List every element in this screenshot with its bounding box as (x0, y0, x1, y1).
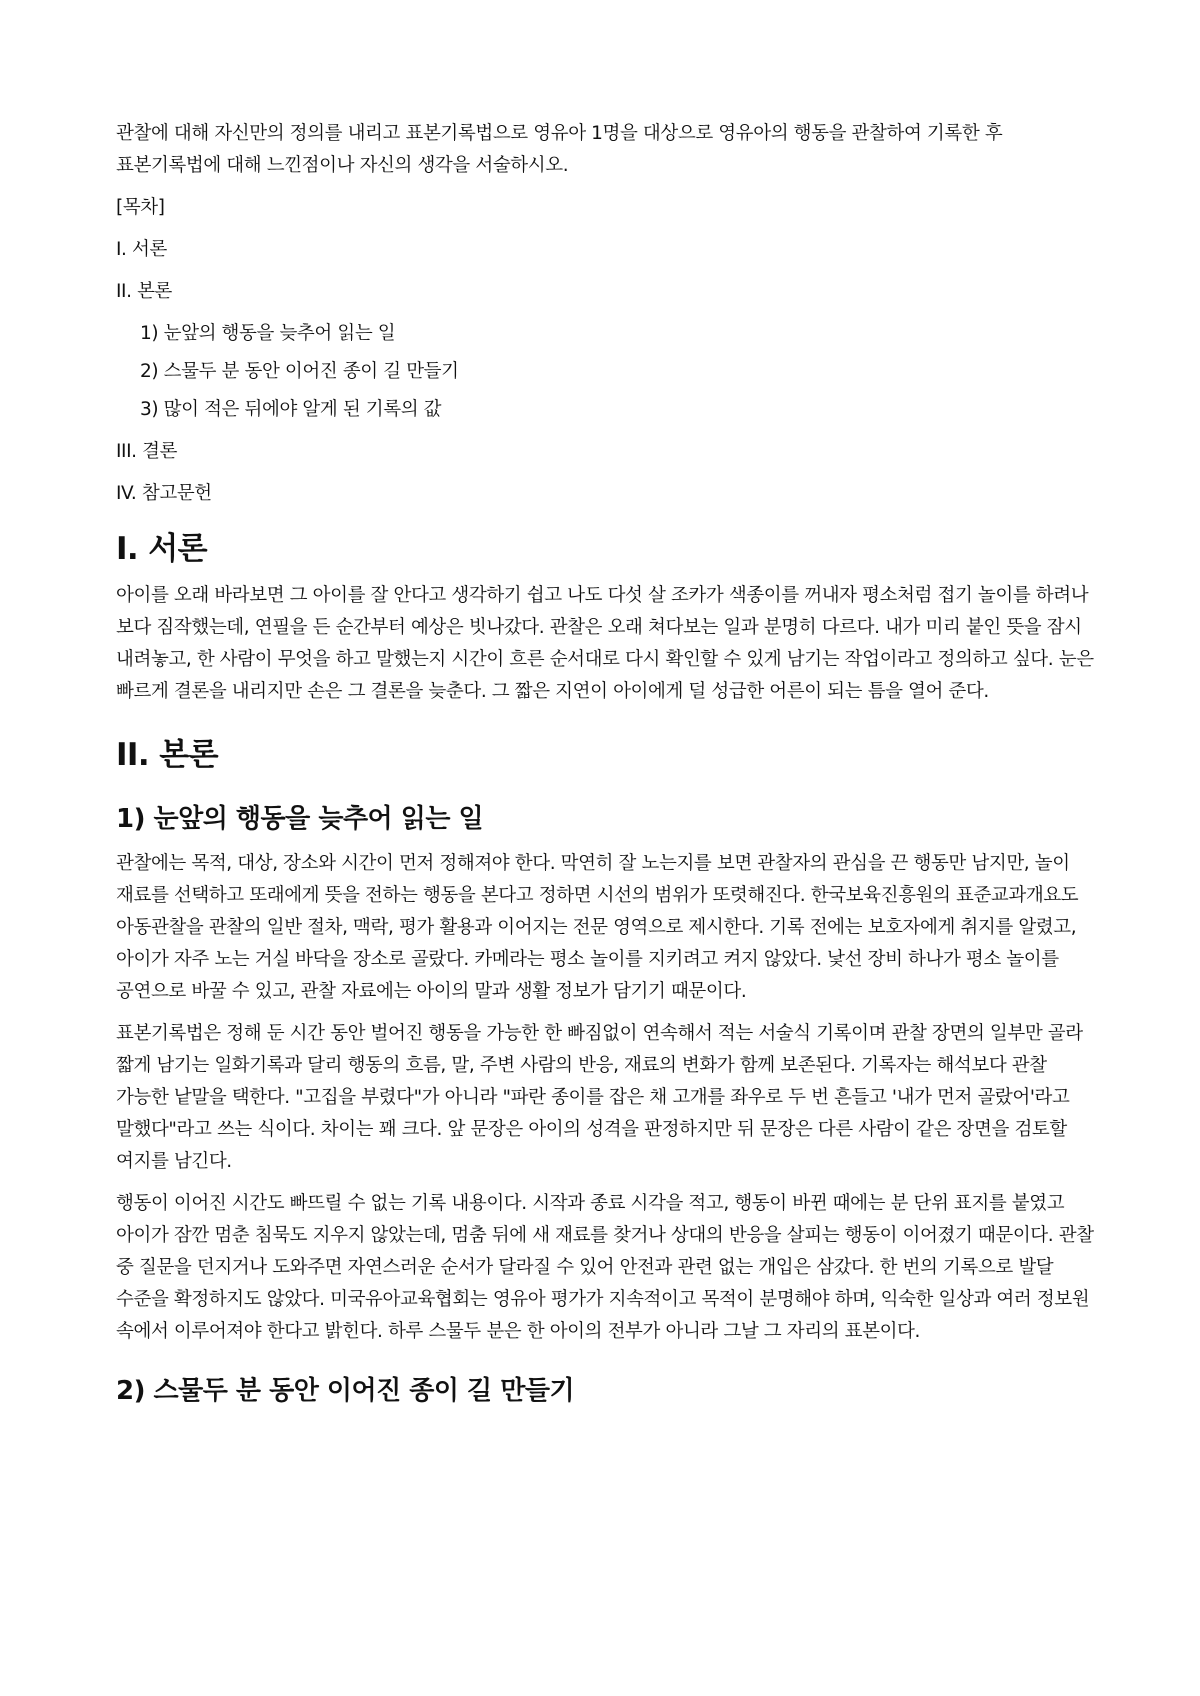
toc-item-conclusion: III. 결론 (116, 441, 178, 462)
toc-item-body: II. 본론 (116, 281, 173, 302)
toc-item-body-1: 1) 눈앞의 행동을 늦추어 읽는 일 (140, 323, 396, 344)
section-heading-introduction: I. 서론 (116, 531, 207, 567)
toc-item-references: IV. 참고문헌 (116, 483, 212, 504)
subsection-heading-1: 1) 눈앞의 행동을 늦추어 읽는 일 (116, 804, 484, 834)
body-paragraph: 행동이 이어진 시간도 빠뜨릴 수 없는 기록 내용이다. 시작과 종료 시각을 적고, 행동이 바뀐 때에는 분 단위 표지를 붙였고 아이가 잠깐 멈춘 침묵도 지우지 않았는데, 멈춤 뒤에 새 재료를 찾거나 상대의 반응을 살피는 행동이 이어졌기 때문이다. 관찰 중 질문을 던지거나 도와주면 자연스러운 순서가 달라질 수 있어 안전과 관련 없는 개입은 삼갔다. 한 번의 기록으로 발달 수준을 확정하지도 않았다. 미국유아교육협회는 영유아 평가가 지속적이고 목적이 분명해야 하며, 익숙한 일상과 여러 정보원 속에서 이루어져야 한다고 밝힌다. 하루 스물두 분은 한 아이의 전부가 아니라 그날 그 자리의 표본이다. (116, 1193, 1094, 1342)
introduction-paragraph: 아이를 오래 바라보면 그 아이를 잘 안다고 생각하기 쉽고 나도 다섯 살 조카가 색종이를 꺼내자 평소처럼 접기 놀이를 하려나 보다 짐작했는데, 연필을 든 순간부터 예상은 빗나갔다. 관찰은 오래 쳐다보는 일과 분명히 다르다. 내가 미리 붙인 뜻을 잠시 내려놓고, 한 사람이 무엇을 하고 말했는지 시간이 흐른 순서대로 다시 확인할 수 있게 남기는 작업이라고 정의하고 싶다. 눈은 빠르게 결론을 내리지만 손은 그 결론을 늦춘다. 그 짧은 지연이 아이에게 덜 성급한 어른이 되는 틈을 열어 준다. (116, 585, 1094, 702)
toc-item-body-2: 2) 스물두 분 동안 이어진 종이 길 만들기 (140, 361, 459, 382)
toc-item-introduction: I. 서론 (116, 239, 167, 260)
body-paragraph: 표본기록법은 정해 둔 시간 동안 벌어진 행동을 가능한 한 빠짐없이 연속해서 적는 서술식 기록이며 관찰 장면의 일부만 골라 짧게 남기는 일화기록과 달리 행동의 흐름, 말, 주변 사람의 반응, 재료의 변화가 함께 보존된다. 기록자는 해석보다 관찰 가능한 낱말을 택한다. "고집을 부렸다"가 아니라 "파란 종이를 잡은 채 고개를 좌우로 두 번 흔들고 '내가 먼저 골랐어'라고 말했다"라고 쓰는 식이다. 차이는 꽤 크다. 앞 문장은 아이의 성격을 판정하지만 뒤 문장은 다른 사람이 같은 장면을 검토할 여지를 남긴다. (116, 1023, 1083, 1172)
section-heading-body: II. 본론 (116, 737, 218, 773)
assignment-prompt: 관찰에 대해 자신만의 정의를 내리고 표본기록법으로 영유아 1명을 대상으로 영유아의 행동을 관찰하여 기록한 후 표본기록법에 대해 느낀점이나 자신의 생각을 서술하시오. (116, 123, 1003, 176)
table-of-contents (116, 234, 1096, 510)
body-paragraph: 관찰에는 목적, 대상, 장소와 시간이 먼저 정해져야 한다. 막연히 잘 노는지를 보면 관찰자의 관심을 끈 행동만 남지만, 놀이 재료를 선택하고 또래에게 뜻을 전하는 행동을 본다고 정하면 시선의 범위가 또렷해진다. 한국보육진흥원의 표준교과개요도 아동관찰을 관찰의 일반 절차, 맥락, 평가 활용과 이어지는 전문 영역으로 제시한다. 기록 전에는 보호자에게 취지를 알렸고, 아이가 자주 노는 거실 바닥을 장소로 골랐다. 카메라는 평소 놀이를 지키려고 켜지 않았다. 낯선 장비 하나가 평소 놀이를 공연으로 바꿀 수 있고, 관찰 자료에는 아이의 말과 생활 정보가 담기기 때문이다. (116, 853, 1079, 1002)
toc-heading: [목차] (116, 197, 165, 218)
toc-item-body-3: 3) 많이 적은 뒤에야 알게 된 기록의 값 (140, 399, 442, 420)
subsection-heading-2: 2) 스물두 분 동안 이어진 종이 길 만들기 (116, 1376, 575, 1406)
document-page (116, 118, 1096, 1420)
